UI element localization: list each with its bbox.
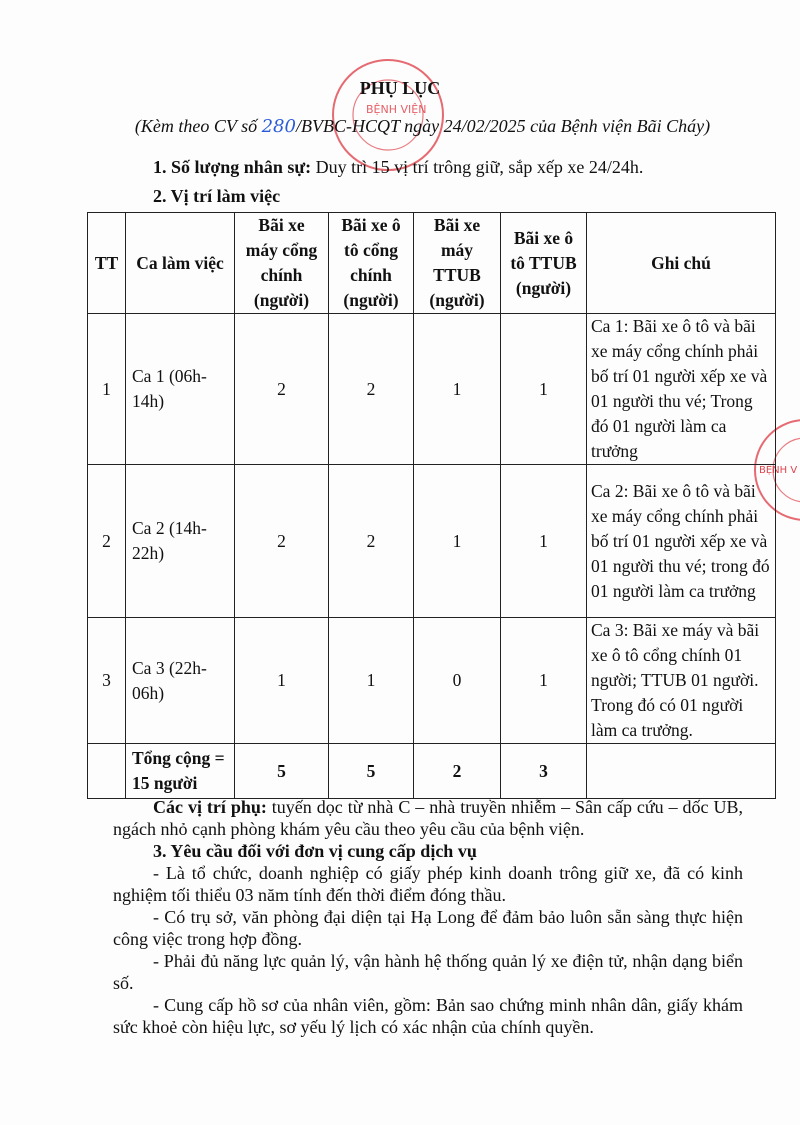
section-2 — [153, 186, 280, 207]
cell-value: 2 — [235, 465, 329, 618]
cell-shift: Ca 3 (22h-06h) — [126, 618, 235, 744]
section-3-label: 3. Yêu cầu đối với đơn vị cung cấp dịch vụ — [153, 841, 477, 861]
header-note: Ghi chú — [587, 213, 776, 314]
requirement-item: - Phải đủ năng lực quản lý, vận hành hệ thống quản lý xe điện tử, nhận dạng biển số. — [113, 951, 743, 993]
requirement-item: - Có trụ sở, văn phòng đại diện tại Hạ Long để đảm bảo luôn sẵn sàng thực hiện công việc trong hợp đồng. — [113, 907, 743, 949]
cell-value: 1 — [501, 618, 587, 744]
document-subtitle — [0, 116, 800, 137]
total-label: Tổng cộng = 15 người — [126, 744, 235, 799]
header-car-main: Bãi xe ô tô cổng chính (người) — [329, 213, 414, 314]
requirement-item: - Là tổ chức, doanh nghiệp có giấy phép kinh doanh trông giữ xe, đã có kinh nghiệm tối thiểu 03 năm tính đến thời điểm đóng thầu. — [113, 863, 743, 905]
total-value: 2 — [414, 744, 501, 799]
table-row — [88, 314, 776, 465]
cell-value: 2 — [329, 465, 414, 618]
table-total-row — [88, 744, 776, 799]
aux-text: tuyến dọc từ nhà C – nhà truyền nhiễm – Sân cấp cứu – dốc UB, ngách nhỏ cạnh phòng khám yêu cầu theo yêu cầu của bệnh viện. — [113, 797, 743, 839]
header-moto-main: Bãi xe máy cổng chính (người) — [235, 213, 329, 314]
cell-shift: Ca 2 (14h-22h) — [126, 465, 235, 618]
header-moto-ttub: Bãi xe máy TTUB (người) — [414, 213, 501, 314]
cell-note: Ca 2: Bãi xe ô tô và bãi xe máy cổng chính phải bố trí 01 người xếp xe và 01 người thu vé; trong đó 01 người làm ca trưởng — [587, 465, 776, 618]
aux-positions — [113, 796, 743, 840]
cell-tt: 1 — [88, 314, 126, 465]
aux-label: Các vị trí phụ: — [153, 797, 267, 817]
cell-note: Ca 3: Bãi xe máy và bãi xe ô tô cổng chính 01 người; TTUB 01 người. Trong đó có 01 người làm ca trưởng. — [587, 618, 776, 744]
cell-note: Ca 1: Bãi xe ô tô và bãi xe máy cổng chính phải bố trí 01 người xếp xe và 01 người thu vé; Trong đó 01 người làm ca trưởng — [587, 314, 776, 465]
subtitle-prefix: (Kèm theo CV số — [134, 116, 262, 136]
cell-value: 1 — [235, 618, 329, 744]
cell-value: 1 — [329, 618, 414, 744]
cell-empty — [587, 744, 776, 799]
subtitle-suffix: /BVBC-HCQT ngày 24/02/2025 của Bệnh viện Bãi Cháy) — [295, 116, 711, 136]
cell-empty — [88, 744, 126, 799]
document-title: PHỤ LỤC — [359, 78, 441, 98]
table-row — [88, 618, 776, 744]
cell-value: 1 — [501, 314, 587, 465]
section-1-label: 1. Số lượng nhân sự: — [153, 157, 312, 177]
total-value: 5 — [235, 744, 329, 799]
cell-value: 1 — [501, 465, 587, 618]
cell-tt: 2 — [88, 465, 126, 618]
cell-value: 1 — [414, 314, 501, 465]
cell-value: 2 — [329, 314, 414, 465]
section-1 — [153, 157, 643, 178]
requirement-item: - Cung cấp hồ sơ của nhân viên, gồm: Bản sao chứng minh nhân dân, giấy khám sức khoẻ còn hiệu lực, sơ yếu lý lịch có xác nhận của chính quyền. — [113, 995, 743, 1037]
cell-shift: Ca 1 (06h-14h) — [126, 314, 235, 465]
svg-text:BỆNH VIỆN: BỆNH VIỆN — [366, 103, 427, 116]
table-row — [88, 465, 776, 618]
handwritten-number: 280 — [261, 116, 296, 137]
cell-value: 2 — [235, 314, 329, 465]
section-1-text: Duy trì 15 vị trí trông giữ, sắp xếp xe 24/24h. — [311, 157, 644, 177]
cell-value: 1 — [414, 465, 501, 618]
cell-tt: 3 — [88, 618, 126, 744]
section-2-label: 2. Vị trí làm việc — [153, 186, 281, 206]
svg-text:BỆNH V: BỆNH V — [759, 465, 798, 476]
shift-table — [87, 212, 776, 799]
table-header-row — [88, 213, 776, 314]
header-shift: Ca làm việc — [126, 213, 235, 314]
total-value: 5 — [329, 744, 414, 799]
header-car-ttub: Bãi xe ô tô TTUB (người) — [501, 213, 587, 314]
total-value: 3 — [501, 744, 587, 799]
cell-value: 0 — [414, 618, 501, 744]
header-tt: TT — [88, 213, 126, 314]
